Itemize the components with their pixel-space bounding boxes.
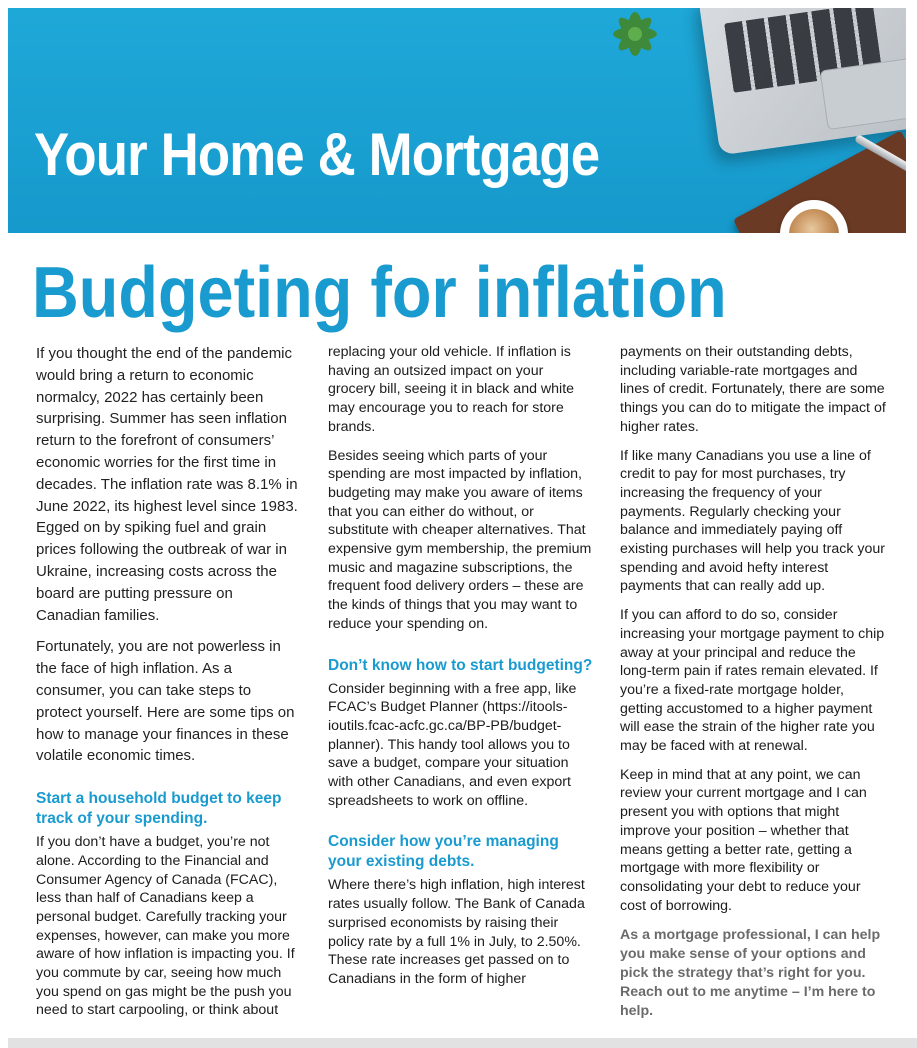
paragraph: Fortunately, you are not powerless in the face of high inflation. As a consumer, you can take steps to protect yourself. Here are some tips on how to manage your finances in these volatile economic times. [36, 638, 295, 765]
section-heading-start-budgeting: Don’t know how to start budgeting? [328, 656, 593, 674]
paragraph: If like many Canadians you use a line of credit to pay for most purchases, try increasing the frequency of your payments. Regularly checking your balance and immediately paying off existing purchases will help you track your spending and avoid hefty interest payments that can really add up. [620, 447, 885, 595]
header-banner [8, 8, 906, 233]
column-2 [328, 343, 594, 999]
footer-bar [8, 1038, 917, 1048]
paragraph: If you can afford to do so, consider increasing your mortgage payment to chip away at your principal and reduce the long-term pain if rates remain elevated. If you’re a fixed-rate mortgage holder, getting accustomed to a higher payment will ease the strain of the higher rate you may be faced with at renewal. [620, 607, 885, 755]
article-headline: Budgeting for inflation [32, 253, 727, 333]
laptop-illustration [698, 8, 906, 155]
paragraph: replacing your old vehicle. If inflation is having an outsized impact on your grocery bill, seeing it in black and white may encourage you to reach for store brands. [328, 344, 575, 435]
section-heading-household-budget: Start a household budget to keep track of your spending. [36, 790, 282, 828]
succulent-plant-icon [600, 8, 670, 56]
intro-paragraph: If you thought the end of the pandemic would bring a return to economic normalcy, 2022 has certainly been surprising. Summer has seen inflation return to the forefront of consumers’ economic worries for the first time in decades. The inflation rate was 8.1% in June 2022, its highest level since 1983. Egged on by spiking fuel and grain prices following the outbreak of war in Ukraine, increasing costs across the board are putting pressure on Canadian families. [36, 345, 298, 624]
paragraph: Besides seeing which parts of your spending are most impacted by inflation, budgeting may make you aware of items that you can either do without, or substitute with cheaper alternatives. That expensive gym membership, the premium music and magazine subscriptions, the frequent food delivery orders – these are the kinds of things that you may want to reduce your spending on. [328, 447, 592, 632]
column-3 [620, 343, 886, 925]
paragraph: Consider beginning with a free app, like FCAC’s Budget Planner (https://itools-ioutils.fcac-acfc.gc.ca/BP-PB/budget-planner). This handy tool allows you to save a budget, compare your situation with other Canadians, and even export spreadsheets to work on offline. [328, 680, 577, 809]
paragraph: If you don’t have a budget, you’re not alone. According to the Financial and Consumer Agency of Canada (FCAC), less than half of Canadians keep a personal budget. Carefully tracking your expenses, however, can make you more aware of how inflation is impacting you. If you commute by car, seeing how much you spend on gas might be the push you need to start carpooling, or think about [36, 834, 295, 1019]
section-heading-existing-debts: Consider how you’re managing your existing debts. [328, 833, 559, 871]
closing-callout: As a mortgage professional, I can help you make sense of your options and pick the strategy that’s right for you. Reach out to me anytime – I’m here to help. [620, 927, 881, 1019]
paragraph: Keep in mind that at any point, we can review your current mortgage and I can present you with options that might improve your position – whether that means getting a better rate, getting a mortgage with more flexibility or consolidating your debt to reduce your cost of borrowing. [620, 766, 867, 914]
paragraph: Where there’s high inflation, high interest rates usually follow. The Bank of Canada surprised economists by raising their policy rate by a full 1% in July, to 2.50%. These rate increases get passed on to Canadians in the form of higher [328, 877, 585, 987]
paragraph: payments on their outstanding debts, including variable-rate mortgages and lines of credit. Fortunately, there are some things you can do to mitigate the impact of higher rates. [620, 344, 886, 435]
banner-title: Your Home & Mortgage [34, 121, 600, 188]
column-1 [36, 343, 300, 1030]
